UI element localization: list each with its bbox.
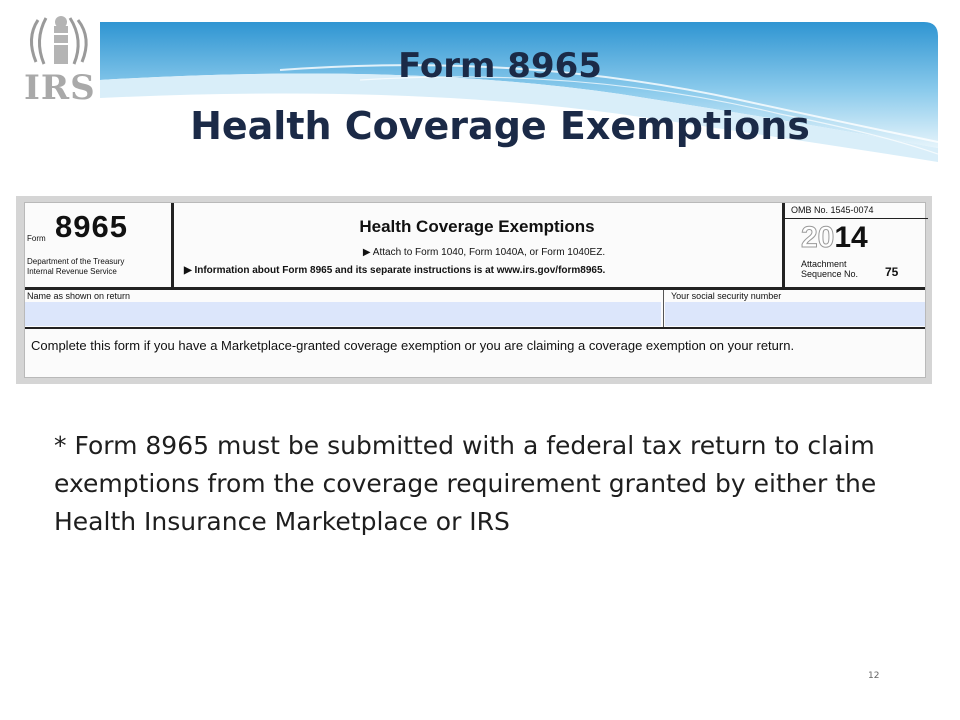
ssn-field	[665, 302, 925, 326]
irs-eagle-icon	[18, 12, 104, 72]
tax-year-suffix: 14	[834, 221, 868, 254]
tax-year-prefix: 20	[801, 221, 835, 254]
irs-logo-text: IRS	[24, 68, 96, 108]
tax-year	[801, 221, 868, 255]
department-line1: Department of the Treasury	[27, 257, 125, 266]
name-ssn-row	[25, 290, 925, 329]
omb-number: OMB No. 1545-0074	[791, 205, 874, 215]
form-instructions: Complete this form if you have a Marketplace-granted coverage exemption or you are claiming a coverage exemption on your return.	[31, 338, 795, 353]
form-label: Form	[27, 234, 46, 243]
sequence-label: Sequence No.	[801, 269, 859, 279]
form-8965-image	[16, 196, 932, 384]
bullet-marker: *	[54, 431, 67, 460]
slide-title-line1: Form 8965	[398, 46, 602, 86]
attachment-label: Attachment	[801, 259, 847, 269]
form-number-cell	[25, 203, 174, 287]
name-field	[25, 302, 661, 326]
department-line2: Internal Revenue Service	[27, 267, 117, 276]
name-label: Name as shown on return	[27, 291, 131, 301]
omb-divider	[785, 218, 928, 219]
body-text: Form 8965 must be submitted with a federal tax return to claim exemptions from the coverage requirement granted by either the Health Insurance Marketplace or IRS	[54, 431, 877, 536]
attach-instruction: ▶ Attach to Form 1040, Form 1040A, or Form 1040EZ.	[362, 247, 606, 258]
name-ssn-divider	[663, 290, 664, 327]
slide-title-line2: Health Coverage Exemptions	[190, 104, 810, 148]
ssn-label: Your social security number	[671, 291, 782, 301]
sequence-number: 75	[885, 265, 899, 279]
omb-cell	[782, 203, 928, 287]
form-title-cell	[174, 203, 780, 287]
info-instruction: ▶ Information about Form 8965 and its separate instructions is at www.irs.gov/form8965.	[184, 265, 606, 276]
form-header	[24, 202, 926, 378]
form-title: Health Coverage Exemptions	[359, 217, 595, 236]
page-number: 12	[868, 671, 880, 681]
body-paragraph	[54, 427, 914, 541]
form-number: 8965	[55, 209, 128, 244]
form-header-row	[25, 203, 925, 290]
irs-logo	[18, 12, 104, 108]
